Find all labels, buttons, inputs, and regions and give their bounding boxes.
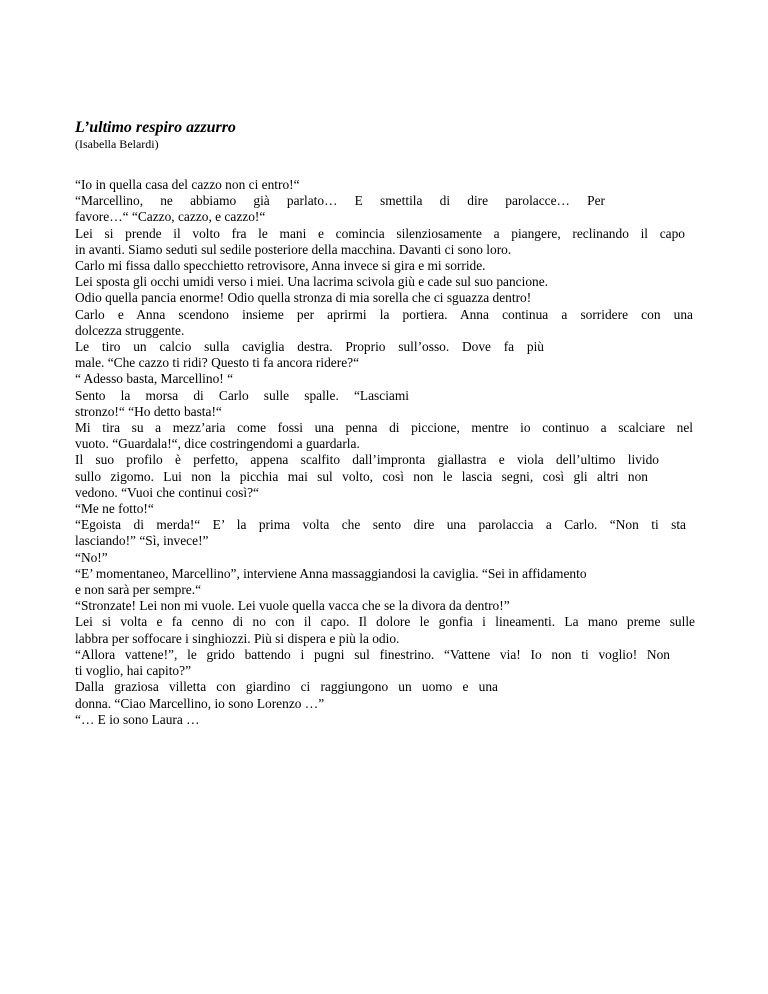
text-line: vuoto. “Guardala!“, dice costringendomi a guardarla. — [75, 436, 360, 452]
text-line: vedono. “Vuoi che continui così?“ — [75, 484, 260, 500]
text-line: Lei si volta e fa cenno di no con il capo. Il dolore le gonfia i lineamenti. La mano preme sulle — [75, 614, 695, 630]
text-line: male. “Che cazzo ti ridi? Questo ti fa ancora ridere?“ — [75, 355, 360, 371]
story-body — [75, 177, 697, 728]
text-line: “Egoista di merda!“ E’ la prima volta che sento dire una parolaccia a Carlo. “Non ti sta — [75, 517, 686, 533]
text-line: Il suo profilo è perfetto, appena scalfito dall’impronta giallastra e viola dell’ultimo livido — [75, 452, 659, 468]
text-line: “Allora vattene!”, le grido battendo i pugni sul finestrino. “Vattene via! Io non ti voglio! Non — [75, 646, 670, 662]
text-line: “Stronzate! Lei non mi vuole. Lei vuole quella vacca che se la divora da dentro!” — [75, 598, 510, 614]
text-line: sullo zigomo. Lui non la picchia mai sul volto, così non le lascia segni, così gli altri non — [75, 468, 648, 484]
text-line: donna. “Ciao Marcellino, io sono Lorenzo …” — [75, 695, 325, 711]
text-line: Le tiro un calcio sulla caviglia destra. Proprio sull’osso. Dove fa più — [75, 339, 544, 355]
text-line: stronzo!“ “Ho detto basta!“ — [75, 403, 222, 419]
text-line: Lei sposta gli occhi umidi verso i miei. Una lacrima scivola giù e cade sul suo pancione. — [75, 274, 549, 290]
text-line: e non sarà per sempre.“ — [75, 582, 202, 598]
text-line: lasciando!” “Sì, invece!” — [75, 533, 209, 549]
text-line: Dalla graziosa villetta con giardino ci raggiungono un uomo e una — [75, 679, 498, 695]
text-line: dolcezza struggente. — [75, 322, 185, 338]
text-line: Odio quella pancia enorme! Odio quella stronza di mia sorella che ci sguazza dentro! — [75, 290, 532, 306]
text-line: Mi tira su a mezz’aria come fossi una penna di piccione, mentre io continuo a scalciare nel — [75, 420, 693, 436]
text-line: labbra per soffocare i singhiozzi. Più si dispera e più la odio. — [75, 630, 400, 646]
text-line: “E’ momentaneo, Marcellino”, interviene Anna massaggiandosi la caviglia. “Sei in affidamento — [75, 565, 587, 581]
text-line: “Me ne fotto!“ — [75, 501, 154, 517]
text-line: Sento la morsa di Carlo sulle spalle. “Lasciami — [75, 387, 409, 403]
text-line: Carlo e Anna scendono insieme per aprirmi la portiera. Anna continua a sorridere con una — [75, 306, 693, 322]
text-line: “Marcellino, ne abbiamo già parlato… E smettila di dire parolacce… Per — [75, 193, 605, 209]
text-line: in avanti. Siamo seduti sul sedile posteriore della macchina. Davanti ci sono loro. — [75, 241, 512, 257]
story-author: (Isabella Belardi) — [75, 137, 159, 151]
text-line: ti voglio, hai capito?” — [75, 663, 192, 679]
text-line: favore…“ “Cazzo, cazzo, e cazzo!“ — [75, 209, 266, 225]
text-line: “ Adesso basta, Marcellino! “ — [75, 371, 234, 387]
text-line: “Io in quella casa del cazzo non ci entro!“ — [75, 177, 300, 192]
text-line: “… E io sono Laura … — [75, 711, 200, 727]
document-page — [75, 118, 697, 728]
story-title: L’ultimo respiro azzurro — [75, 119, 236, 136]
text-line: “No!” — [75, 549, 108, 565]
text-line: Lei si prende il volto fra le mani e comincia silenziosamente a piangere, reclinando il capo — [75, 225, 685, 241]
text-line: Carlo mi fissa dallo specchietto retrovisore, Anna invece si gira e mi sorride. — [75, 258, 486, 274]
